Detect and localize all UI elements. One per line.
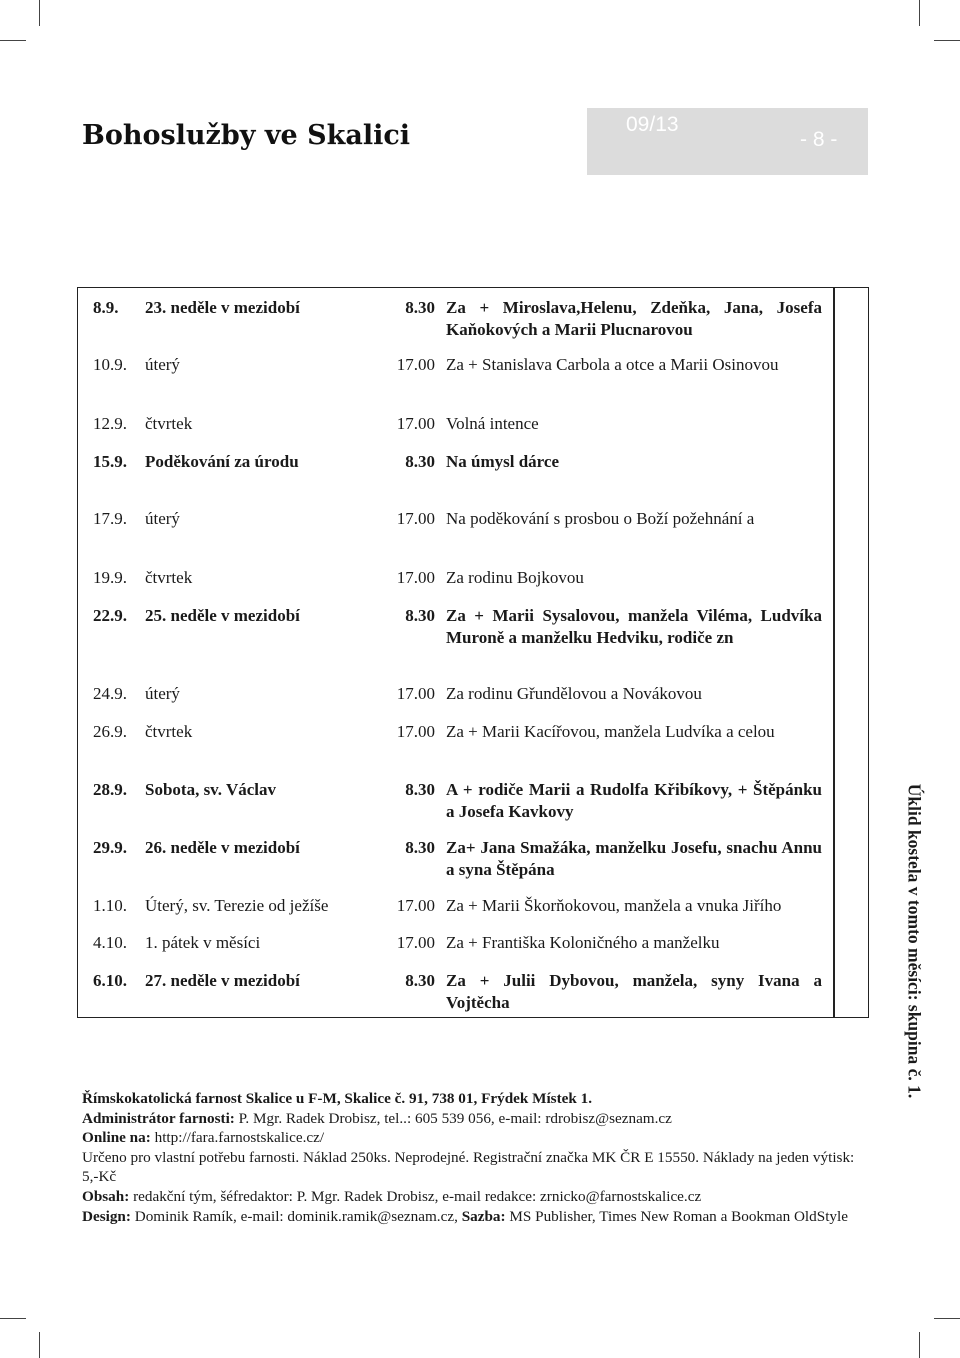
crop-mark	[919, 1332, 920, 1358]
row-time: 17.00	[396, 414, 435, 433]
row-date: 1.10.	[93, 896, 127, 915]
row-time: 17.00	[396, 722, 435, 741]
row-day: Sobota, sv. Václav	[145, 780, 276, 799]
design-value: Dominik Ramík, e-mail: dominik.ramik@seznam.cz,	[130, 1207, 462, 1225]
row-date: 19.9.	[93, 568, 127, 587]
row-intent: Za + Stanislava Carbola a otce a Marii Osinovou	[446, 355, 779, 374]
imprint-online	[82, 1128, 868, 1148]
row-date: 22.9.	[93, 606, 127, 625]
row-time: 8.30	[405, 298, 435, 317]
admin-value: P. Mgr. Radek Drobisz, tel..: 605 539 056, e-mail: rdrobisz@seznam.cz	[234, 1109, 672, 1127]
online-value: http://fara.farnostskalice.cz/	[150, 1129, 325, 1147]
row-day: úterý	[145, 684, 180, 703]
row-intent: Za rodinu Gřundělovou a Novákovou	[446, 684, 702, 703]
row-time: 17.00	[396, 684, 435, 703]
crop-mark	[39, 0, 40, 26]
imprint-note: Určeno pro vlastní potřebu farnosti. Náklad 250ks. Neprodejné. Registrační značka MK ČR E 15550. Náklady na jeden výtisk: 5,-Kč	[82, 1148, 855, 1186]
imprint-content	[82, 1187, 868, 1207]
typeset-label: Sazba:	[461, 1207, 506, 1225]
row-intent: Za + Julii Dybovou, manžela, syny Ivana a Vojtěcha	[446, 971, 822, 1012]
crop-mark	[934, 40, 960, 41]
row-day: úterý	[145, 355, 180, 374]
row-intent: Za + Marii Škorňokovou, manžela a vnuka Jiřího	[446, 896, 782, 915]
row-intent: Za + Miroslava,Helenu, Zdeňka, Jana, Josefa Kaňokových a Marii Plucnarovou	[446, 298, 822, 339]
column-divider	[833, 288, 835, 1017]
crop-mark	[0, 40, 26, 41]
row-intent: Volná intence	[446, 414, 539, 433]
admin-label: Administrátor farnosti:	[82, 1109, 235, 1127]
row-date: 28.9.	[93, 780, 127, 799]
cleaning-note: Úklid kostela v tomto měsíci: skupina č. 1.	[904, 783, 925, 1099]
content-label: Obsah:	[82, 1187, 130, 1205]
row-time: 8.30	[405, 606, 435, 625]
row-day: čtvrtek	[145, 414, 193, 433]
row-date: 26.9.	[93, 722, 127, 741]
row-intent: Za + Marii Kacířovou, manžela Ludvíka a celou	[446, 722, 775, 741]
row-time: 17.00	[396, 509, 435, 528]
row-intent: Na úmysl dárce	[446, 452, 560, 471]
row-date: 10.9.	[93, 355, 127, 374]
row-date: 15.9.	[93, 452, 127, 471]
row-date: 6.10.	[93, 971, 127, 990]
row-intent: Za + Marii Sysalovou, manžela Viléma, Ludvíka Muroně a manželku Hedviku, rodiče zn	[446, 606, 822, 647]
design-label: Design:	[82, 1207, 131, 1225]
imprint-design	[82, 1207, 868, 1227]
row-intent: Za+ Jana Smažáka, manželku Josefu, snachu Annu a syna Štěpána	[446, 838, 822, 879]
issue-number: 09/13	[626, 113, 679, 136]
row-intent: Za + Františka Koloničného a manželku	[446, 933, 720, 952]
imprint-admin	[82, 1109, 868, 1129]
row-day: 26. neděle v mezidobí	[145, 838, 300, 857]
crop-mark	[919, 0, 920, 26]
row-time: 8.30	[405, 971, 435, 990]
row-day: 27. neděle v mezidobí	[145, 971, 300, 990]
imprint	[82, 1089, 868, 1226]
typeset-value: MS Publisher, Times New Roman a Bookman OldStyle	[505, 1207, 848, 1225]
crop-mark	[0, 1318, 26, 1319]
page-title: Bohoslužby ve Skalici	[82, 120, 411, 151]
row-day: čtvrtek	[145, 568, 193, 587]
row-intent: A + rodiče Marii a Rudolfa Křibíkovy, + Štěpánku a Josefa Kavkovy	[446, 780, 822, 821]
row-intent: Za rodinu Bojkovou	[446, 568, 584, 587]
row-time: 8.30	[405, 838, 435, 857]
row-day: 1. pátek v měsíci	[145, 933, 261, 952]
online-label: Online na:	[82, 1129, 151, 1147]
row-time: 17.00	[396, 933, 435, 952]
row-day: úterý	[145, 509, 180, 528]
row-date: 8.9.	[93, 298, 119, 317]
parish-address: Římskokatolická farnost Skalice u F-M, Skalice č. 91, 738 01, Frýdek Místek 1.	[82, 1090, 593, 1107]
row-day: 25. neděle v mezidobí	[145, 606, 300, 625]
row-date: 17.9.	[93, 509, 127, 528]
row-time: 17.00	[396, 896, 435, 915]
row-time: 8.30	[405, 452, 435, 471]
row-date: 12.9.	[93, 414, 127, 433]
row-day: Úterý, sv. Terezie od ježíše	[145, 896, 329, 915]
row-date: 4.10.	[93, 933, 127, 952]
row-day: 23. neděle v mezidobí	[145, 298, 300, 317]
row-time: 17.00	[396, 355, 435, 374]
page-number: - 8 -	[800, 128, 838, 151]
row-intent: Na poděkování s prosbou o Boží požehnání a	[446, 509, 755, 528]
row-day: Poděkování za úrodu	[145, 452, 299, 471]
content-value: redakční tým, šéfredaktor: P. Mgr. Radek Drobisz, e-mail redakce: zrnicko@farnostskalice.cz	[129, 1187, 702, 1205]
row-time: 17.00	[396, 568, 435, 587]
row-date: 24.9.	[93, 684, 127, 703]
crop-mark	[39, 1332, 40, 1358]
crop-mark	[934, 1318, 960, 1319]
row-date: 29.9.	[93, 838, 127, 857]
row-time: 8.30	[405, 780, 435, 799]
row-day: čtvrtek	[145, 722, 193, 741]
